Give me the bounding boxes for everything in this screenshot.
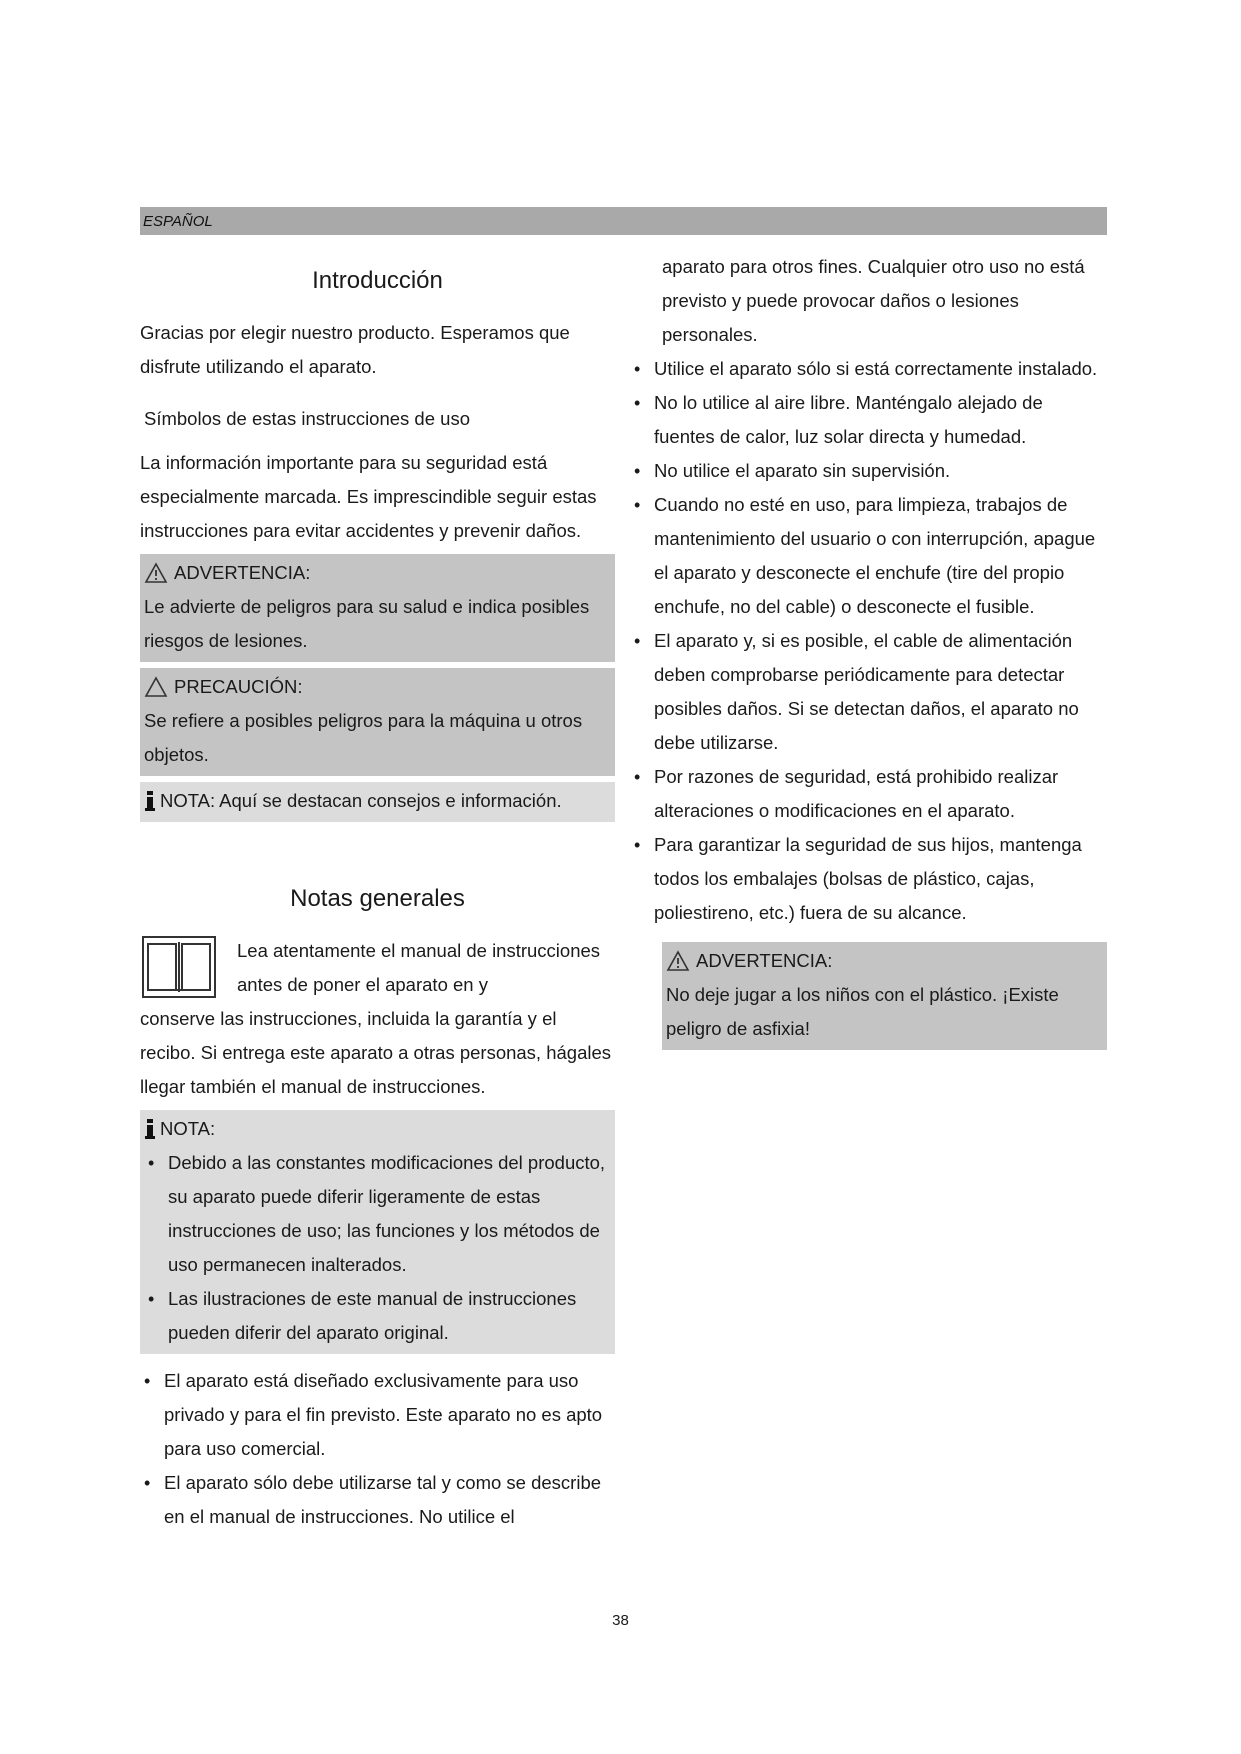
- intro-text: Gracias por elegir nuestro producto. Esperamos que disfrute utilizando el aparato.: [140, 322, 570, 377]
- page-number: 38: [612, 1612, 629, 1629]
- general-note-box: [140, 1110, 615, 1354]
- read-manual-continuation: conserve las instrucciones, incluida la garantía y el recibo. Si entrega este aparato a otras personas, hágales llegar también el manual de instrucciones.: [140, 1008, 612, 1097]
- symbols-text: La información importante para su seguridad está especialmente marcada. Es imprescindible seguir estas instrucciones para evitar accidentes y prevenir daños.: [140, 452, 597, 541]
- child-warning-title: ADVERTENCIA:: [696, 950, 833, 971]
- general-list-left: [140, 1364, 615, 1534]
- book-icon: [142, 936, 216, 998]
- note-title: NOTA:: [160, 790, 216, 811]
- safety-list: [630, 352, 1107, 930]
- list-item: • El aparato sólo debe utilizarse tal y como se describe en el manual de instrucciones. No utilice el: [140, 1466, 615, 1534]
- child-warning-box: [662, 942, 1107, 1050]
- list-item: • Para garantizar la seguridad de sus hijos, mantenga todos los embalajes (bolsas de plástico, cajas, poliestireno, etc.) fuera de su alcance.: [630, 828, 1107, 930]
- read-manual-text: Lea atentamente el manual de instrucciones antes de poner el aparato en y: [237, 940, 601, 995]
- warning-triangle-icon: [666, 950, 690, 972]
- list-item: • El aparato está diseñado exclusivamente para uso privado y para el fin previsto. Este aparato no es apto para uso comercial.: [140, 1364, 615, 1466]
- list-item: • No lo utilice al aire libre. Manténgalo alejado de fuentes de calor, luz solar directa y humedad.: [630, 386, 1107, 454]
- read-manual-block: [140, 934, 615, 1002]
- general-note-list: [144, 1146, 611, 1350]
- caution-triangle-icon: [144, 676, 168, 698]
- info-icon: [144, 1118, 156, 1140]
- general-note-title: NOTA:: [160, 1118, 216, 1139]
- child-warning-text: No deje jugar a los niños con el plástico. ¡Existe peligro de asfixia!: [666, 984, 1059, 1039]
- info-icon: [144, 790, 156, 812]
- list-item: • No utilice el aparato sin supervisión.: [630, 454, 1107, 488]
- list-item: • Utilice el aparato sólo si está correctamente instalado.: [630, 352, 1107, 386]
- list-item: • Las ilustraciones de este manual de instrucciones pueden diferir del aparato original.: [144, 1282, 611, 1350]
- caution-box: [140, 668, 615, 776]
- caution-title: PRECAUCIÓN:: [174, 676, 303, 697]
- list-item: • El aparato y, si es posible, el cable de alimentación deben comprobarse periódicamente para detectar posibles daños. Si se detectan daños, el aparato no debe utilizarse.: [630, 624, 1107, 760]
- warning-triangle-icon: [144, 562, 168, 584]
- warning-title: ADVERTENCIA:: [174, 562, 311, 583]
- intro-title: Introducción: [312, 267, 443, 294]
- warning-text: Le advierte de peligros para su salud e indica posibles riesgos de lesiones.: [144, 596, 590, 651]
- note-text: Aquí se destacan consejos e información.: [219, 790, 562, 811]
- symbols-heading: Símbolos de estas instrucciones de uso: [144, 408, 470, 429]
- list-item: • Cuando no esté en uso, para limpieza, trabajos de mantenimiento del usuario o con interrupción, apague el aparato y desconecte el enchufe (tire del propio enchufe, no del cable) o desconecte el fusible.: [630, 488, 1107, 624]
- list-item: • Debido a las constantes modificaciones del producto, su aparato puede diferir ligeramente de estas instrucciones de uso; las funciones y los métodos de uso permanecen inalterados.: [144, 1146, 611, 1282]
- left-column: [140, 250, 615, 1534]
- note-box: [140, 782, 615, 822]
- right-column: [630, 250, 1107, 1056]
- continuation-text: aparato para otros fines. Cualquier otro uso no está previsto y puede provocar daños o lesiones personales.: [662, 256, 1085, 345]
- language-label: ESPAÑOL: [143, 213, 213, 230]
- list-item: • Por razones de seguridad, está prohibido realizar alteraciones o modificaciones en el aparato.: [630, 760, 1107, 828]
- general-title: Notas generales: [290, 885, 465, 912]
- caution-text: Se refiere a posibles peligros para la máquina u otros objetos.: [144, 710, 583, 765]
- warning-box: [140, 554, 615, 662]
- language-header-bar: [140, 207, 1107, 235]
